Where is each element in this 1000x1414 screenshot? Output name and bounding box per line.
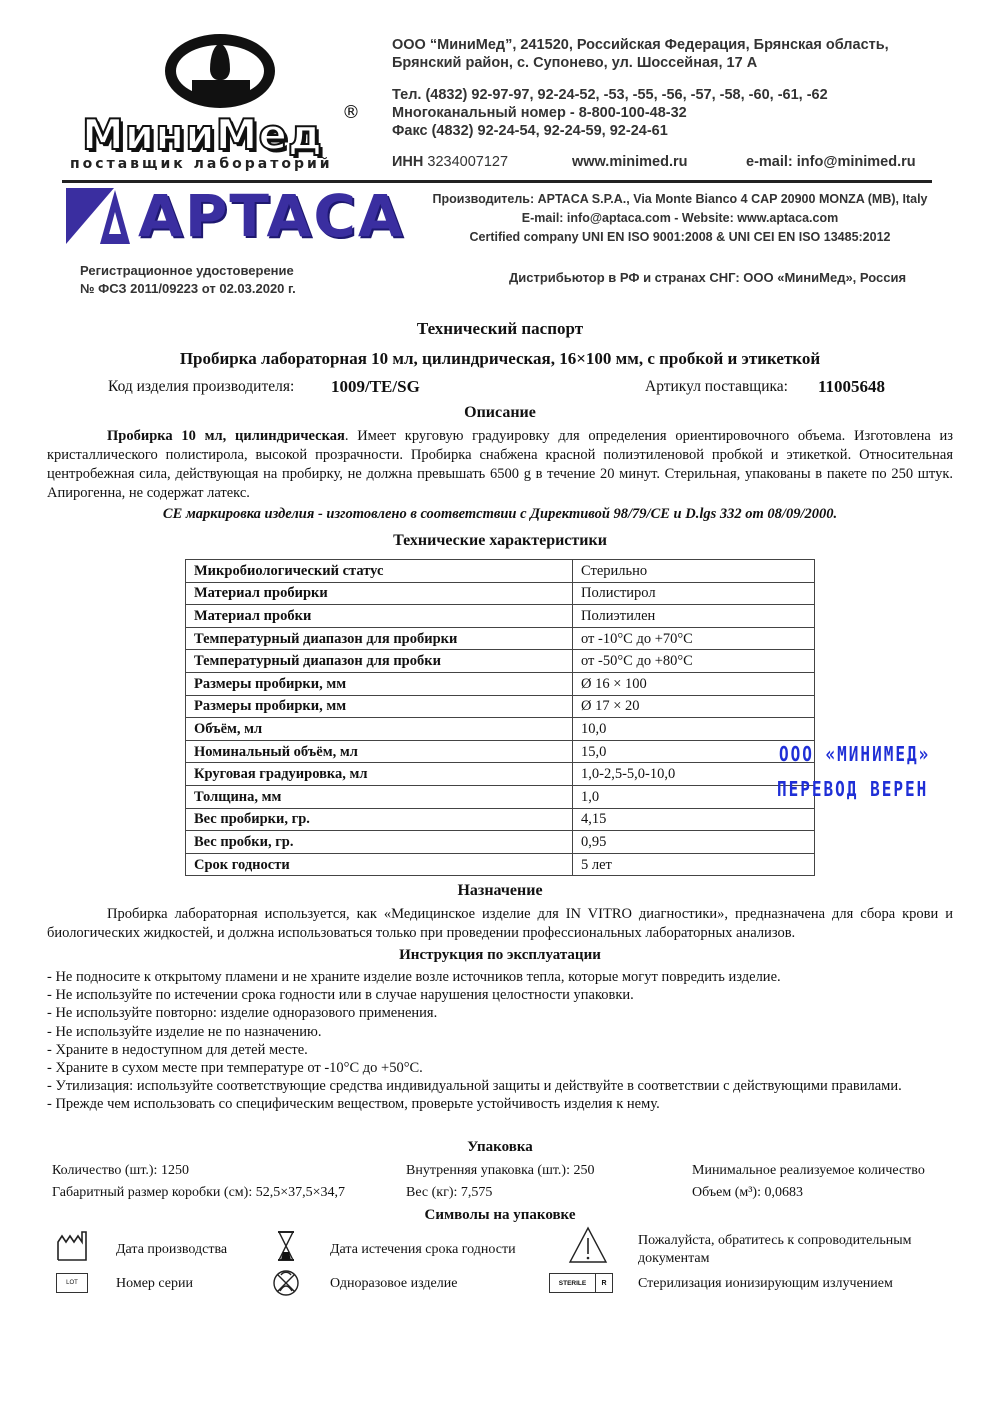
purpose-heading: Назначение bbox=[457, 882, 543, 899]
registration-certificate bbox=[80, 262, 296, 298]
table-row bbox=[186, 853, 815, 876]
table-row bbox=[186, 605, 815, 628]
product-name: Пробирка лабораторная 10 мл, цилиндрическая, 16×100 мм, с пробкой и этикеткой bbox=[179, 349, 821, 368]
description-text bbox=[47, 427, 953, 503]
supplier-article: 11005648 bbox=[818, 377, 886, 396]
inn bbox=[392, 153, 508, 171]
table-row bbox=[186, 763, 815, 786]
spec-key: Микробиологический статус bbox=[186, 560, 573, 583]
spec-value: от -50°C до +80°C bbox=[573, 650, 815, 673]
spec-value: 0,95 bbox=[573, 831, 815, 854]
spec-key: Объём, мл bbox=[186, 718, 573, 741]
manufacture-date-icon bbox=[54, 1230, 90, 1262]
list-item: - Не используйте изделие не по назначению. bbox=[47, 1023, 322, 1040]
minimed-logo bbox=[70, 28, 370, 178]
manufacturer-code-label: Код изделия производителя: bbox=[108, 378, 295, 395]
table-row bbox=[186, 695, 815, 718]
table-row bbox=[186, 740, 815, 763]
table-row bbox=[186, 560, 815, 583]
spec-key: Вес пробирки, гр. bbox=[186, 808, 573, 831]
table-row bbox=[186, 808, 815, 831]
registration-line-1: Регистрационное удостоверение bbox=[80, 263, 294, 278]
packaging-inner: Внутренняя упаковка (шт.): 250 bbox=[406, 1163, 595, 1178]
table-row bbox=[186, 627, 815, 650]
multichannel-line: Многоканальный номер - 8-800-100-48-32 bbox=[392, 105, 687, 121]
symbol-label: Пожалуйста, обратитесь к сопроводительным документам bbox=[638, 1233, 912, 1266]
registration-line-2: № ФСЗ 2011/09223 от 02.03.2020 г. bbox=[80, 281, 296, 296]
aptaca-logo bbox=[66, 182, 406, 250]
logo-wordmark: МиниМед bbox=[82, 110, 323, 159]
spec-value: Полиэтилен bbox=[573, 605, 815, 628]
manufacturer-line-3: Certified company UNI EN ISO 9001:2008 & UNI CEI EN ISO 13485:2012 bbox=[469, 230, 891, 244]
table-row bbox=[186, 831, 815, 854]
table-row bbox=[186, 650, 815, 673]
manufacturer-line-1: Производитель: APTACA S.P.A., Via Monte Bianco 4 CAP 20900 MONZA (MB), Italy bbox=[432, 192, 928, 206]
warning-triangle-icon bbox=[568, 1226, 608, 1264]
spec-value: 1,0-2,5-5,0-10,0 bbox=[573, 763, 815, 786]
page-title: Технический паспорт bbox=[416, 319, 584, 338]
symbols-heading: Символы на упаковке bbox=[424, 1207, 576, 1223]
list-item: - Не используйте по истечении срока годности или в случае нарушения целостности упаковки. bbox=[47, 987, 634, 1004]
single-use-icon bbox=[268, 1267, 304, 1299]
sterile-r-icon-text: R bbox=[601, 1279, 607, 1287]
spec-key: Толщина, мм bbox=[186, 785, 573, 808]
packaging-box-size: Габаритный размер коробки (см): 52,5×37,5×34,7 bbox=[52, 1185, 346, 1200]
spec-value: от -10°C до +70°C bbox=[573, 627, 815, 650]
spec-value: Стерильно bbox=[573, 560, 815, 583]
website-link[interactable]: www.minimed.ru bbox=[572, 154, 688, 170]
address-line-2: Брянский район, с. Супонево, ул. Шоссейная, 17 А bbox=[392, 55, 758, 71]
instructions-list bbox=[47, 968, 953, 1114]
table-row bbox=[186, 582, 815, 605]
specs-table bbox=[185, 559, 815, 876]
manufacturer-code: 1009/TE/SG bbox=[331, 377, 420, 396]
symbol-label: Дата истечения срока годности bbox=[330, 1242, 516, 1257]
description-heading: Описание bbox=[464, 404, 536, 421]
spec-key: Температурный диапазон для пробирки bbox=[186, 627, 573, 650]
spec-value: Ø 16 × 100 bbox=[573, 672, 815, 695]
translation-stamp-line-1: ООО «МИНИМЕД» bbox=[779, 742, 931, 766]
distributor-info: Дистрибьютор в РФ и странах СНГ: ООО «МиниМед», Россия bbox=[509, 270, 907, 285]
spec-value: Ø 17 × 20 bbox=[573, 695, 815, 718]
symbol-label: Одноразовое изделие bbox=[330, 1276, 458, 1291]
registered-mark: ® bbox=[342, 102, 360, 123]
packaging-heading: Упаковка bbox=[467, 1139, 533, 1155]
manufacturer-line-2: E-mail: info@aptaca.com - Website: www.aptaca.com bbox=[521, 211, 839, 225]
list-item: - Прежде чем использовать со специфическим веществом, проверьте устойчивость изделия к нему. bbox=[47, 1096, 660, 1113]
sterile-r-icon bbox=[549, 1273, 613, 1293]
spec-key: Круговая градуировка, мл bbox=[186, 763, 573, 786]
company-address bbox=[392, 36, 952, 72]
list-item: - Не используйте повторно: изделие одноразового применения. bbox=[47, 1005, 438, 1022]
list-item: - Храните в сухом месте при температуре от -10°C до +50°C. bbox=[47, 1060, 423, 1077]
logo-tagline: поставщик лабораторий bbox=[70, 156, 333, 172]
hourglass-icon bbox=[268, 1230, 304, 1262]
lot-icon bbox=[56, 1273, 88, 1293]
aptaca-a-icon bbox=[100, 190, 130, 244]
symbol-label: Дата производства bbox=[116, 1242, 228, 1257]
inn-label: ИНН bbox=[392, 154, 424, 170]
description-lead: Пробирка 10 мл, цилиндрическая bbox=[107, 428, 345, 444]
company-phones bbox=[392, 86, 952, 140]
purpose-text: Пробирка лабораторная используется, как «Медицинское изделие для IN VITRO диагностики», предназначена для сбора крови и биологических жидкостей, и должна использоваться только при проведении профессиональных лабораторных анализов. bbox=[47, 906, 953, 941]
description-body: . Имеет круговую градуировку для определения ориентировочного объема. Изготовлена из кристаллического полистирола, высокой прозрачности. Пробирка снабжена красной полиэтиленовой пробкой и этикеткой. Относительная центробежная сила, действующая на пробирку, не должна превышать 6500 g в течение 20 минут. Стерильная, упакованы в пакете по 250 штук. Апирогенна, не содержат латекс. bbox=[47, 428, 954, 501]
spec-key: Вес пробки, гр. bbox=[186, 831, 573, 854]
spec-key: Размеры пробирки, мм bbox=[186, 695, 573, 718]
packaging-volume: Объем (м³): 0,0683 bbox=[692, 1185, 803, 1200]
spec-value: 1,0 bbox=[573, 785, 815, 808]
symbol-label: Номер серии bbox=[116, 1276, 193, 1291]
aptaca-wordmark: APTACA bbox=[138, 182, 405, 250]
spec-value: 5 лет bbox=[573, 853, 815, 876]
logo-base-shape bbox=[192, 80, 250, 102]
address-line-1: ООО “МиниМед”, 241520, Российская Федерация, Брянская область, bbox=[392, 37, 889, 53]
phone-line: Тел. (4832) 92-97-97, 92-24-52, -53, -55, -56, -57, -58, -60, -61, -62 bbox=[392, 87, 828, 103]
lot-icon-text: LOT bbox=[66, 1280, 78, 1286]
fax-line: Факс (4832) 92-24-54, 92-24-59, 92-24-61 bbox=[392, 123, 668, 139]
ce-note: CE маркировка изделия - изготовлено в соответствии с Директивой 98/79/CE и D.lgs 332 от 08/09/2000. bbox=[162, 506, 838, 522]
table-row bbox=[186, 718, 815, 741]
sterile-icon-text: STERILE bbox=[550, 1274, 596, 1292]
spec-value: 15,0 bbox=[573, 740, 815, 763]
table-row bbox=[186, 672, 815, 695]
spec-key: Размеры пробирки, мм bbox=[186, 672, 573, 695]
spec-key: Материал пробирки bbox=[186, 582, 573, 605]
list-item: - Храните в недоступном для детей месте. bbox=[47, 1041, 308, 1058]
manufacturer-info bbox=[410, 190, 950, 247]
inn-value: 3234007127 bbox=[427, 154, 509, 170]
symbol-label: Стерилизация ионизирующим излучением bbox=[638, 1276, 893, 1291]
spec-value: 10,0 bbox=[573, 718, 815, 741]
supplier-article-label: Артикул поставщика: bbox=[645, 378, 788, 395]
spec-key: Срок годности bbox=[186, 853, 573, 876]
packaging-quantity: Количество (шт.): 1250 bbox=[52, 1163, 189, 1178]
translation-stamp-line-2: ПЕРЕВОД ВЕРЕН bbox=[777, 777, 929, 801]
spec-key: Материал пробки bbox=[186, 605, 573, 628]
list-item: - Не подносите к открытому пламени и не храните изделие возле источников тепла, которые могут повредить изделие. bbox=[47, 969, 781, 985]
email-link[interactable]: e-mail: info@minimed.ru bbox=[746, 154, 916, 170]
packaging-weight: Вес (кг): 7,575 bbox=[406, 1185, 493, 1200]
spec-value: Полистирол bbox=[573, 582, 815, 605]
spec-value: 4,15 bbox=[573, 808, 815, 831]
packaging-min-qty: Минимальное реализуемое количество bbox=[692, 1163, 925, 1178]
table-row bbox=[186, 785, 815, 808]
spec-key: Номинальный объём, мл bbox=[186, 740, 573, 763]
spec-key: Температурный диапазон для пробки bbox=[186, 650, 573, 673]
specs-heading: Технические характеристики bbox=[393, 532, 607, 549]
list-item: - Утилизация: используйте соответствующие средства индивидуальной защиты и действуйте в соответствии с действующими правилами. bbox=[47, 1078, 902, 1095]
instructions-heading: Инструкция по эксплуатации bbox=[399, 947, 601, 963]
